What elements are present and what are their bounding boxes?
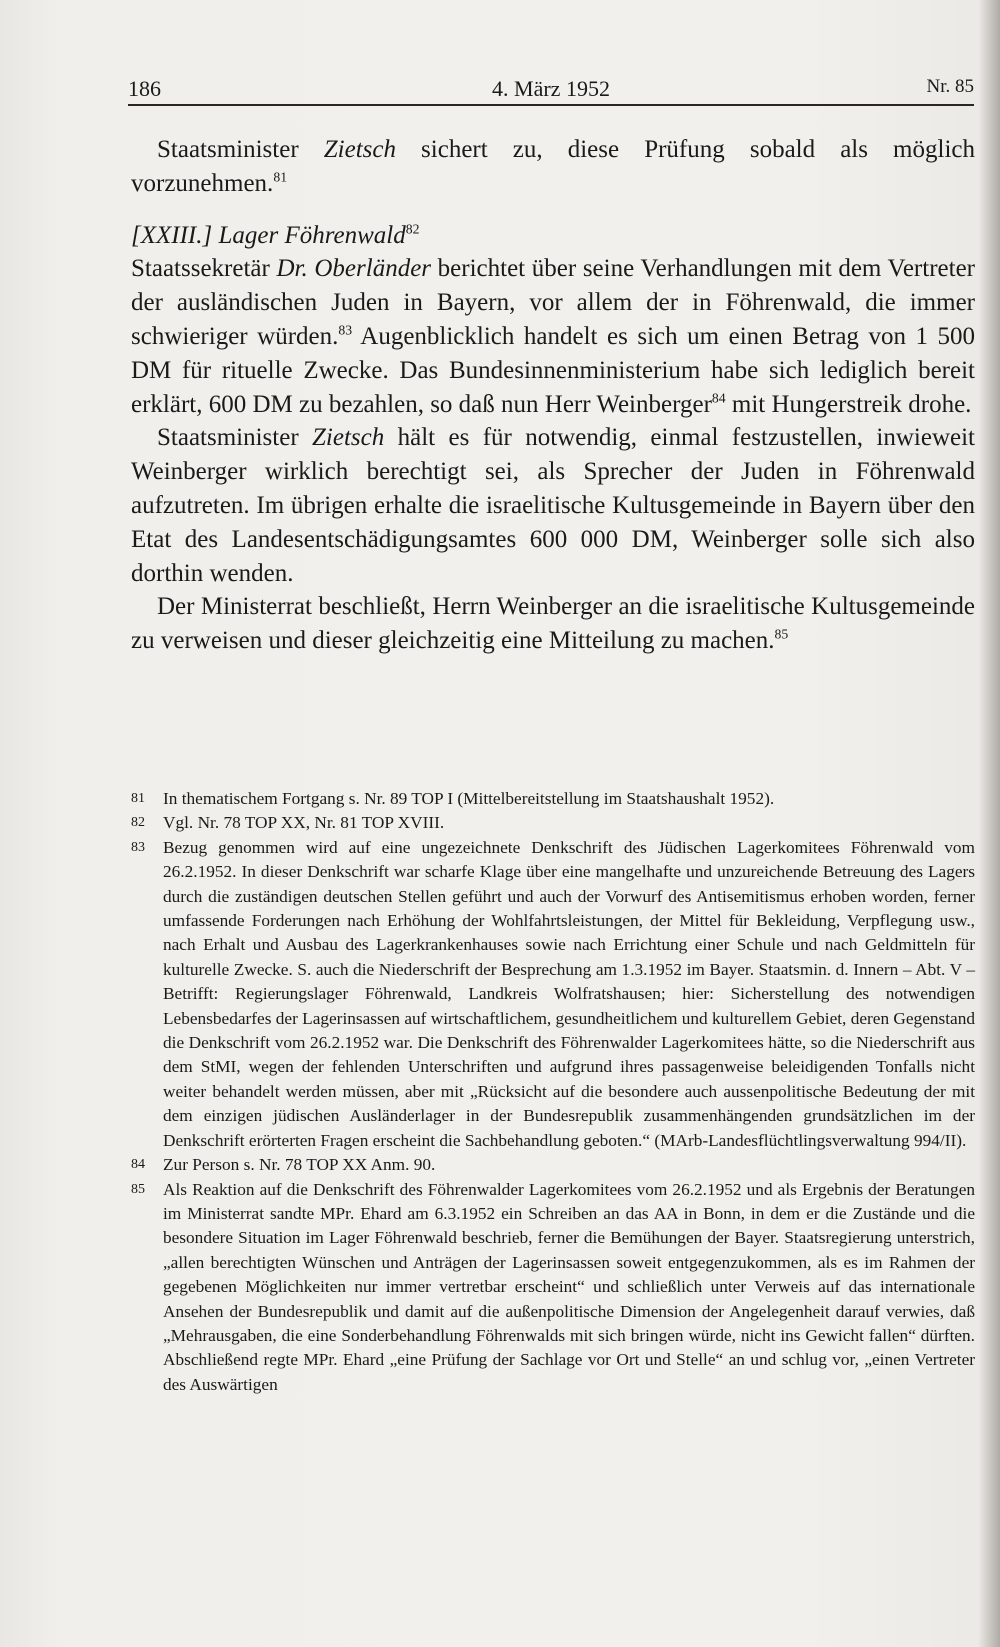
footnote-text: Vgl. Nr. 78 TOP XX, Nr. 81 TOP XVIII. — [163, 813, 445, 833]
footnote-ref: 82 — [405, 220, 420, 236]
speaker-name: Dr. Oberländer — [276, 255, 432, 283]
paragraph-zietsch-weinberger: Staatsminister Zietsch hält es für notwendig, einmal festzustellen, inwieweit Weinberger wirklich berechtigt sei, als Sprecher der Juden in Föhrenwald aufzutreten. Im übrigen erhalte die israelitische Kultusgemeinde in Bayern über den Etat des Landesentschädigungsamtes 600 000 DM, Weinberger solle sich also dorthin wenden. — [131, 424, 975, 587]
footnote-ref: 85 — [774, 626, 789, 642]
footnote-number: 83 — [131, 839, 145, 855]
footnote-text: In thematischem Fortgang s. Nr. 89 TOP I (Mittelbereitstellung im Staatshaushalt 1952). — [163, 789, 775, 808]
paragraph-ministerrat-beschluss: Der Ministerrat beschließt, Herrn Weinberger an die israelitische Kultusgemeinde zu verweisen und dieser gleichzeitig eine Mitteilung zu machen.$^{85}$ — [131, 593, 975, 655]
document-number: Nr. 85 — [926, 76, 974, 97]
page-number: 186 — [128, 76, 161, 101]
paragraph-oberlaender: Staatssekretär Dr. Oberländer berichtet über seine Verhandlungen mit dem Vertreter der ausländischen Juden in Bayern, vor allem der in Föhrenwald, die immer schwieriger würden.$^{83}$ Augenblicklich handelt es sich um einen Betrag von 1 500 DM für rituelle Zwecke. Das Bundesinnenministerium habe sich lediglich bereit erklärt, 600 DM zu bezahlen, so daß nun Herr Weinberger$^{84}$ mit Hungerstreik drohe. — [131, 255, 976, 418]
footnotes — [131, 787, 975, 1397]
header-rule — [128, 104, 974, 106]
speaker-name: Zietsch — [312, 424, 385, 452]
footnote-number: 82 — [131, 815, 145, 831]
section-title: Lager Föhrenwald — [218, 221, 406, 249]
footnote-number: 84 — [131, 1157, 145, 1173]
footnote-85 — [131, 1178, 975, 1398]
page-spine-shadow — [978, 0, 1000, 1647]
footnote-82 — [131, 811, 975, 835]
footnote-81 — [131, 787, 975, 811]
footnote-ref: 83 — [338, 322, 353, 338]
footnote-ref: 81 — [273, 169, 288, 185]
footnote-ref: 84 — [711, 389, 726, 405]
footnote-text: Zur Person s. Nr. 78 TOP XX Anm. 90. — [163, 1155, 436, 1175]
footnote-84 — [131, 1153, 975, 1177]
footnote-number: 85 — [131, 1181, 145, 1197]
section-heading: [XXIII.] Lager Föhrenwald$^{82}$ — [131, 220, 420, 249]
footnote-text: Als Reaktion auf die Denkschrift des Föhrenwalder Lagerkomitees vom 26.2.1952 und als Ergebnis der Beratungen im Ministerrat sandte MPr. Ehard am 6.3.1952 ein Schreiben an das AA in Bonn, in dem er die Zustände und die besondere Situation im Lager Föhrenwald beschrieb, ferner die Bemühungen der Bayer. Staatsregierung unterstrich, „allen berechtigten Wünschen und Anträgen der Lagerinsassen soweit entgegenzukommen, als es im Rahmen der gegebenen Möglichkeiten nur immer vertretbar erscheint“ und schließlich unter Verweis auf das internationale Ansehen der Bundesrepublik und damit auf die außenpolitische Dimension der Angelegenheit darauf verwies, daß „Mehrausgaben, die eine Sonderbehandlung Föhrenwalds mit sich bringen würde, nicht ins Gewicht fallen“ dürften. Abschließend regte MPr. Ehard „eine Prüfung der Sachlage vor Ort und Stelle“ an und schlug vor, „einen Vertreter des Auswärtigen — [163, 1179, 975, 1394]
footnote-number: 81 — [131, 791, 145, 806]
footnote-83 — [131, 836, 975, 1153]
paragraph-zietsch-pruefung: Staatsminister Zietsch sichert zu, diese Prüfung sobald als möglich vorzunehmen.$^{81}$ — [131, 136, 975, 197]
speaker-name: Zietsch — [323, 136, 396, 163]
header-date: 4. März 1952 — [492, 76, 610, 101]
main-text — [131, 133, 975, 658]
footnote-text: Bezug genommen wird auf eine ungezeichnete Denkschrift des Jüdischen Lagerkomitees Föhrenwald vom 26.2.1952. In dieser Denkschrift war scharfe Klage über eine mangelhafte und unzureichende Betreuung des Lagers durch die zuständigen deutschen Stellen geführt und auch der Vorwurf des Antisemitismus erhoben worden, ferner umfassende Forderungen nach Erhöhung der Wohlfahrtsleistungen, der Mittel für Bekleidung, Verpflegung usw., nach Erhalt und Ausbau des Lagerkrankenhauses sowie nach Errichtung einer Schule und nach Geldmitteln für kulturelle Zwecke. S. auch die Niederschrift der Besprechung am 1.3.1952 im Bayer. Staatsmin. d. Innern – Abt. V – Betrifft: Regierungslager Föhrenwald, Landkreis Wolfratshausen; hier: Sicherstellung des notwendigen Lebensbedarfes der Lagerinsassen auf wirtschaftlichem, gesundheitlichem und kulturellem Gebiet, deren Gegenstand die Denkschrift vom 26.2.1952 war. Die Denkschrift des Föhrenwalder Lagerkomitees hätte, so die Niederschrift aus dem StMI, wegen der fehlenden Unterschriften und aufgrund ihres passagenweise beleidigenden Tonfalls nicht weiter behandelt werden müssen, aber mit „Rücksicht auf die besondere auch aussenpolitische Bedeutung der mit dem einzigen jüdischen Ausländerlager in der Bundesrepublik zusammenhängenden grundsätzlichen im der Denkschrift erörterten Fragen erscheint die Sachbehandlung geboten.“ (MArb-Landesflüchtlingsverwaltung 994/II). — [163, 837, 975, 1150]
